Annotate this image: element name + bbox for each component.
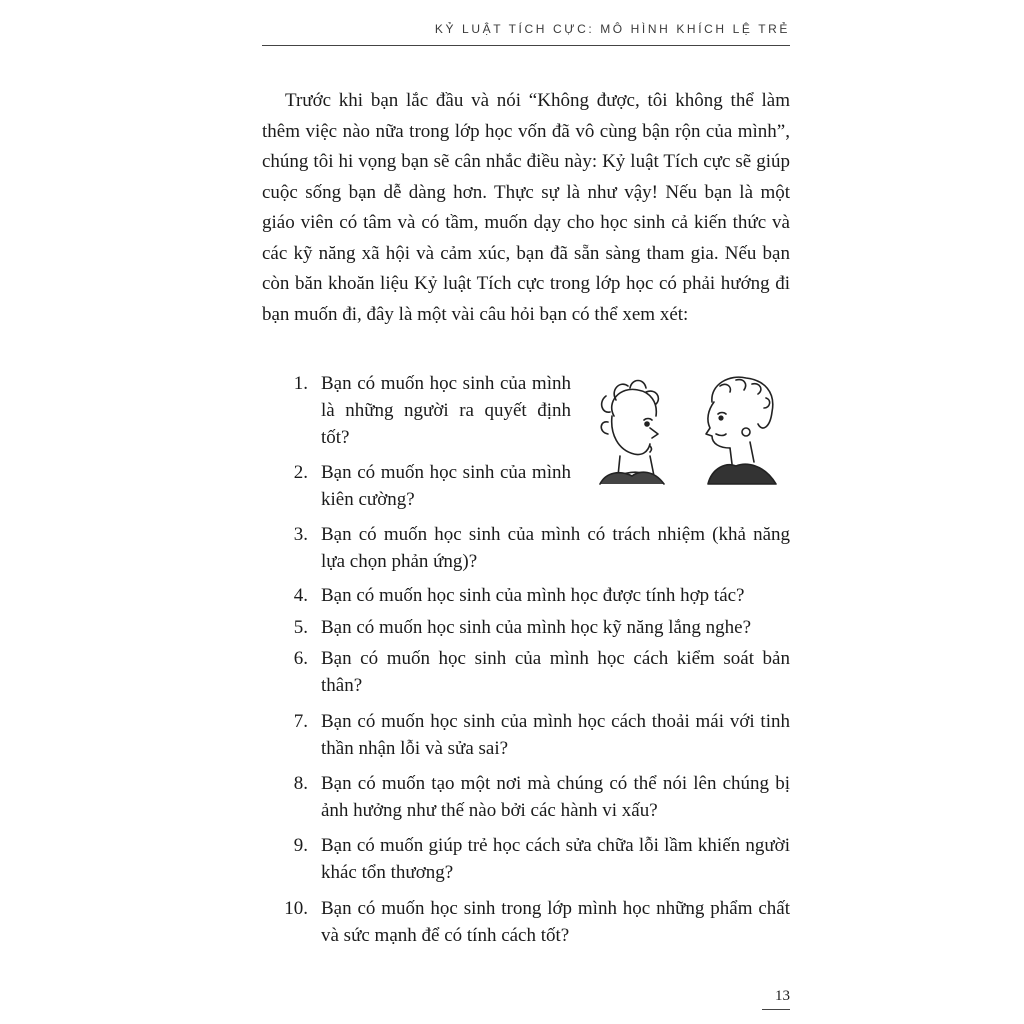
item-number: 6. <box>293 648 308 669</box>
running-header: KỶ LUẬT TÍCH CỰC: MÔ HÌNH KHÍCH LỆ TRẺ <box>434 22 790 36</box>
item-text: Bạn có muốn học sinh trong lớp mình học những phẩm chất và sức mạnh để có tính cách tốt? <box>321 898 790 946</box>
item-text: Bạn có muốn học sinh của mình kiên cường? <box>321 462 571 510</box>
item-number: 2. <box>293 462 308 483</box>
item-text: Bạn có muốn học sinh của mình có trách nhiệm (khả năng lựa chọn phản ứng)? <box>321 524 790 572</box>
item-text: Bạn có muốn học sinh của mình học cách kiểm soát bản thân? <box>321 648 790 696</box>
item-text: Bạn có muốn học sinh của mình học được tính hợp tác? <box>321 585 745 606</box>
header-rule <box>262 45 790 46</box>
page-number: 13 <box>775 988 790 1004</box>
item-text: Bạn có muốn học sinh của mình là những người ra quyết định tốt? <box>321 373 571 448</box>
student-and-teacher-illustration <box>580 372 792 490</box>
footer-rule <box>762 1009 790 1010</box>
item-number: 4. <box>293 585 308 606</box>
item-number: 3. <box>293 524 308 545</box>
teacher-sketch-icon <box>706 377 776 484</box>
item-text: Bạn có muốn học sinh của mình học cách thoải mái với tinh thần nhận lỗi và sửa sai? <box>321 711 790 759</box>
item-number: 8. <box>293 773 308 794</box>
item-number: 10. <box>284 898 308 919</box>
item-text: Bạn có muốn giúp trẻ học cách sửa chữa lỗi lầm khiến người khác tổn thương? <box>321 835 790 883</box>
item-number: 7. <box>293 711 308 732</box>
item-number: 9. <box>293 835 308 856</box>
item-text: Bạn có muốn tạo một nơi mà chúng có thể nói lên chúng bị ảnh hưởng như thế nào bởi các hành vi xấu? <box>321 773 790 821</box>
intro-paragraph: Trước khi bạn lắc đầu và nói “Không được, tôi không thể làm thêm việc nào nữa trong lớp học vốn đã vô cùng bận rộn của mình”, chúng tôi hi vọng bạn sẽ cân nhắc điều này: Kỷ luật Tích cực sẽ giúp cuộc sống bạn dễ dàng hơn. Thực sự là như vậy! Nếu bạn là một giáo viên có tâm và có tầm, muốn dạy cho học sinh cả kiến thức và các kỹ năng xã hội và cảm xúc, bạn đã sẵn sàng tham gia. Nếu bạn còn băn khoăn liệu Kỷ luật Tích cực trong lớp học có phải hướng đi bạn muốn đi, đây là một vài câu hỏi bạn có thể xem xét: <box>262 90 790 325</box>
item-number: 5. <box>293 617 308 638</box>
item-number: 1. <box>293 373 308 394</box>
item-text: Bạn có muốn học sinh của mình học kỹ năng lắng nghe? <box>321 617 752 638</box>
student-sketch-icon <box>600 381 664 485</box>
